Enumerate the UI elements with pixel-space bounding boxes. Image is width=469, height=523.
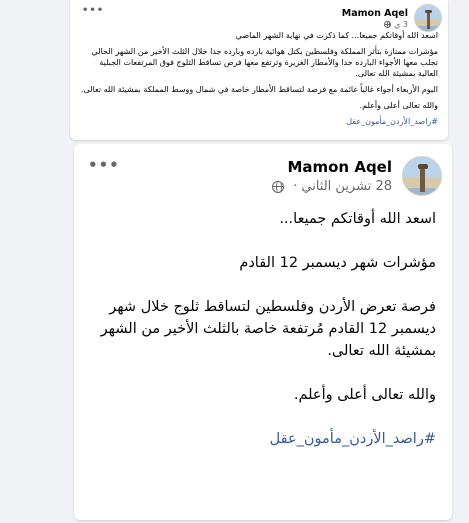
post-time[interactable]: 3 ي	[394, 19, 408, 29]
shared-post-text	[80, 30, 438, 132]
post-paragraph: مؤشرات ممتازة بتأثر المملكة وفلسطين بكتل هوائية بارده وبارده جدا خلال الثلث الأخير من الشهر الحالي تجلب معها الأجواء البارده جدا والأمطار الغزيرة وترتفع معها فرص تساقط الثلوج فوق المرتفعات الجبلية العالية بمشيئة الله تعالى.	[91, 47, 438, 78]
more-options-icon[interactable]: •••	[88, 156, 120, 174]
author-name[interactable]: Mamon Aqel	[287, 158, 392, 176]
shared-post-card	[70, 0, 448, 140]
post-paragraph: فرصة تعرض الأردن وفلسطين لتساقط ثلوج خلال شهر ديسمبر 12 القادم مُرتفعة خاصة بالثلث الأخير من الشهر بمشيئة الله تعالى.	[100, 299, 436, 359]
more-options-icon[interactable]: •••	[82, 5, 105, 16]
globe-icon	[272, 181, 284, 193]
post-text	[88, 208, 436, 472]
post-card	[74, 144, 452, 520]
post-meta	[342, 20, 408, 29]
post-paragraph: مؤشرات شهر ديسمبر 12 القادم	[239, 255, 436, 271]
shared-post-header	[342, 4, 442, 32]
post-meta	[272, 179, 392, 194]
meta-separator: ·	[293, 179, 298, 194]
post-date[interactable]: 28 تشرين الثاني	[301, 179, 392, 194]
author-name[interactable]: Mamon Aqel	[341, 7, 408, 19]
post-paragraph: والله تعالى أعلى وأعلم.	[359, 101, 438, 110]
post-paragraph: اليوم الأربعاء أجواء غالباً غائمة مع فرصة لتساقط الأمطار خاصة في شمال ووسط المملكة بمشيئة الله تعالى.	[80, 85, 438, 94]
post-paragraph: والله تعالى أعلى وأعلم.	[293, 387, 436, 403]
post-header	[272, 156, 442, 196]
avatar[interactable]	[402, 156, 442, 196]
post-paragraph: اسعد الله أوقاتكم جميعا... كما ذكرت في نهاية الشهر الماضي	[235, 31, 438, 40]
hashtag-link[interactable]: #راصد_الأردن_مأمون_عقل	[346, 117, 438, 126]
hashtag-link[interactable]: #راصد_الأردن_مأمون_عقل	[269, 431, 436, 447]
globe-icon	[384, 21, 391, 28]
avatar[interactable]	[414, 4, 442, 32]
post-paragraph: اسعد الله أوقاتكم جميعا...	[279, 211, 436, 227]
